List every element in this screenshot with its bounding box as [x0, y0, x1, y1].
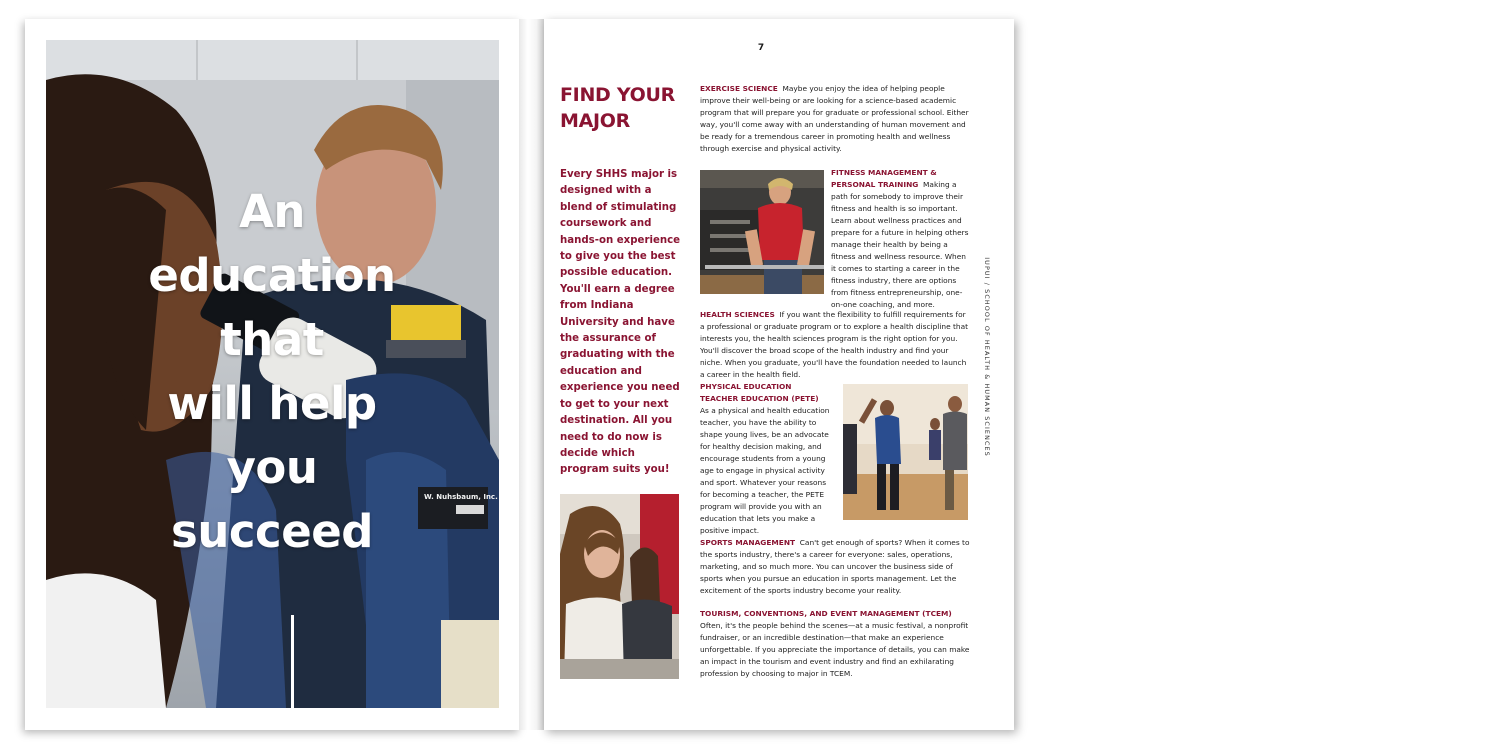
title-line: MAJOR: [560, 110, 630, 132]
section-body: If you want the flexibility to fulfill requirements for a professional or graduate program or to explore a health discipline that interests you, the health sciences program is the right option for you. You'll discover the broad scope of the health industry and find your niche. When you graduate, you'll have the foundation needed to launch a career in the health field.: [700, 310, 968, 379]
right-page: [544, 19, 1014, 730]
headline-line: education: [148, 249, 396, 302]
section-exercise-science: [700, 83, 970, 155]
section-body: Maybe you enjoy the idea of helping people improve their well-being or are looking for a science-based academic program that will prepare you for graduate or professional school. Either way, you'll come away with an understanding of human movement and be ready for a tremendous career in promoting health and wellness through exercise and physical activity.: [700, 84, 969, 153]
section-heading: TOURISM, CONVENTIONS, AND EVENT MANAGEMENT (TCEM): [700, 609, 952, 618]
page-number: 7: [757, 43, 765, 53]
book-spine: [519, 19, 544, 730]
microscope-brand-label: W. Nuhsbaum, Inc.: [424, 493, 498, 501]
fitness-photo: [700, 170, 824, 294]
section-pete: [700, 381, 830, 537]
section-heading: SPORTS MANAGEMENT: [700, 538, 796, 547]
page-title: [560, 82, 690, 134]
section-body: As a physical and health education teacher, you have the ability to shape young lives, be an advocate for healthy decision making, and encourage students from a young age to engage in physical activity and sport. Whatever your reasons for becoming a teacher, the PETE program will provide you with an education that lets you make a positive impact.: [700, 406, 830, 535]
section-body: Often, it's the people behind the scenes—at a music festival, a nonprofit fundraiser, or an incredible destination—that make an experience unforgettable. If you appreciate the importance of details, you can make an impact in the tourism and event industry and find an exhilarating profession by choosing to major in TCEM.: [700, 621, 970, 678]
hero-headline: [116, 180, 428, 564]
headline-line: you: [226, 441, 318, 494]
side-running-label: IUPUI / SCHOOL OF HEALTH & HUMAN SCIENCES: [983, 257, 991, 457]
section-body: Can't get enough of sports? When it comes to the sports industry, there's a career for everyone: sales, operations, marketing, and so much more. You can uncover the business side of sports when you pursue an education in sports management. Let the excitement of the sports industry become your reality.: [700, 538, 970, 595]
section-fitness-management: [831, 167, 970, 311]
intro-paragraph: Every SHHS major is designed with a blend of stimulating coursework and hands-on experience to give you the best possible education. You'll earn a degree from Indiana University and have the assurance of graduating with the education and experience you need to get to your next destination. All you need to do now is decide which program suits you!: [560, 169, 681, 476]
section-health-sciences: [700, 309, 970, 381]
vertical-rule: [291, 615, 294, 708]
pete-photo-illustration: [843, 384, 968, 520]
section-tcem: [700, 608, 970, 680]
section-sports-management: [700, 537, 970, 597]
left-page: [25, 19, 520, 730]
pete-photo: [843, 384, 968, 520]
fitness-photo-illustration: [700, 170, 824, 294]
section-heading: FITNESS MANAGEMENT & PERSONAL TRAINING: [831, 168, 937, 189]
classroom-photo: [560, 494, 679, 679]
classroom-photo-illustration: [560, 494, 679, 679]
headline-line: will help: [167, 377, 377, 430]
headline-line: An: [239, 185, 305, 238]
title-line: FIND YOUR: [560, 84, 675, 106]
headline-line: succeed: [171, 505, 373, 558]
section-heading: HEALTH SCIENCES: [700, 310, 775, 319]
student-microscope-photo: [46, 40, 499, 708]
headline-line: that: [220, 313, 324, 366]
section-heading: EXERCISE SCIENCE: [700, 84, 778, 93]
section-heading: PHYSICAL EDUCATION TEACHER EDUCATION (PETE): [700, 382, 819, 403]
section-body: Making a path for somebody to improve their fitness and health is so important. Learn about wellness practices and prepare for a future in helping others manage their health by being a fitness and wellness resource. When it comes to starting a career in the fitness industry, there are options from fitness entrepreneurship, one-on-one coaching, and more.: [831, 180, 969, 309]
